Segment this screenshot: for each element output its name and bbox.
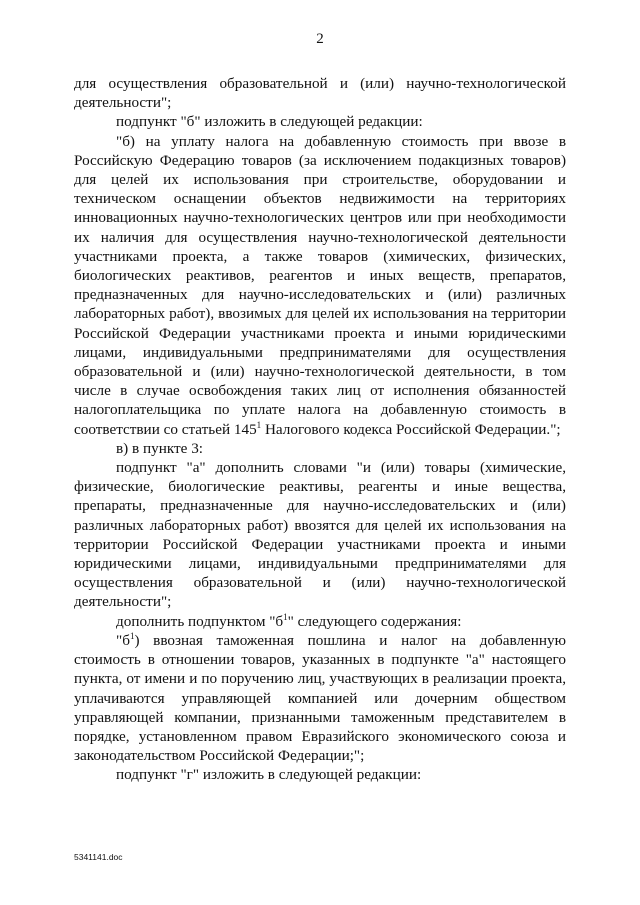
paragraph-1: для осуществления образовательной и (или) научно-технологической деятельности"; xyxy=(74,75,566,112)
paragraph-8: подпункт "г" изложить в следующей редакции: xyxy=(116,766,422,784)
page-number: 2 xyxy=(316,31,324,47)
paragraph-3: "б) на уплату налога на добавленную стоимость при ввозе в Российскую Федерацию товаров (за исключением подакцизных товаров) для целей их использования при строительстве, оборудовании и техническом оснащении объектов недвижимости на территориях инновационных научно-технологических центров или при необходимости их наличия для осуществления научно-технологической деятельности участниками проекта, а также товаров (химических, физических, биологических реактивов, реагентов и иных веществ, препаратов, предназначенных для научно-исследовательских и (или) различных лабораторных работ), ввозимых для целей их использования на территории Российской Федерации участниками проекта и иными юридическими лицами, индивидуальными предпринимателями для осуществления образовательной и (или) научно-технологической деятельности, в том числе в случае освобождения таких лиц от исполнения обязанностей налогоплательщика по уплате налога на добавленную стоимость в соответствии со статьей $145^1$ Налогового кодекса Российской Федерации."; xyxy=(74,132,566,438)
paragraph-4: в) в пункте 3: xyxy=(116,439,204,457)
document-body xyxy=(74,74,566,785)
paragraph-7: "$б^1$) ввозная таможенная пошлина и налог на добавленную стоимость в отношении товаров, указанных в подпункте "а" настоящего пункта, от имени и по поручению лиц, участвующих в реализации проекта, уплачиваются управляющей компанией или дочерним обществом управляющей компании, признанными таможенным представителем в порядке, установленном правом Евразийского экономического союза и законодательством Российской Федерации;"; xyxy=(74,630,566,765)
paragraph-5: подпункт "а" дополнить словами "и (или) товары (химические, физические, биологические реактивы, реагенты и иные вещества, препараты, предназначенные для научно-исследовательских и (или) различных лабораторных работ) ввозятся для целей их использования на территории Российской Федерации участниками проекта и иными юридическими лицами, индивидуальными предпринимателями для осуществления образовательной и (или) научно-технологической деятельности"; xyxy=(74,459,566,611)
document-footer-filename: 5341141.doc xyxy=(74,852,123,862)
paragraph-6: дополнить подпунктом "$б^1$" следующего содержания: xyxy=(116,611,462,630)
paragraph-2: подпункт "б" изложить в следующей редакции: xyxy=(116,113,423,131)
